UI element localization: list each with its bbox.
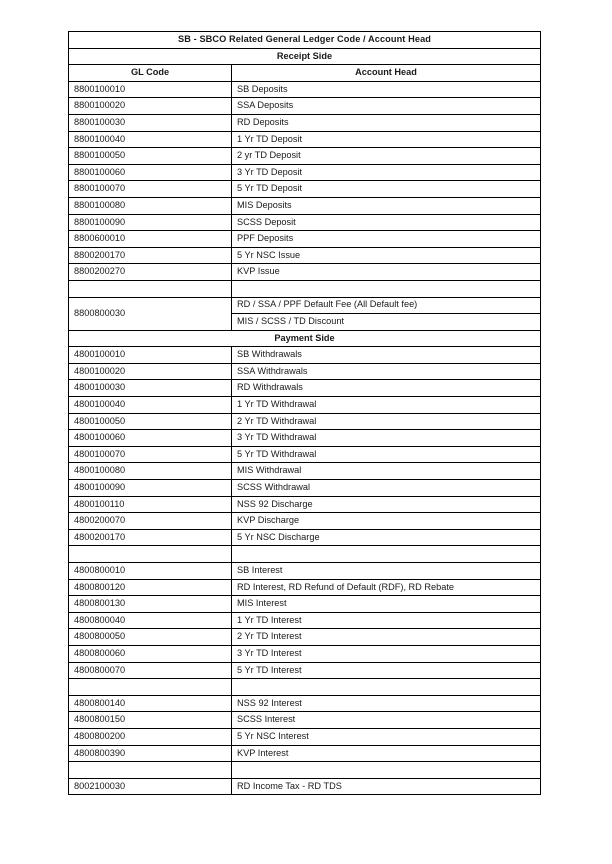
cell-account-head: MIS / SCSS / TD Discount [232, 314, 541, 331]
section-header-row [69, 330, 541, 347]
section-header-row [69, 48, 541, 65]
table-row [69, 728, 541, 745]
table-spacer-row [69, 679, 541, 696]
table-row [69, 563, 541, 580]
table-row [69, 529, 541, 546]
cell-account-head: NSS 92 Interest [232, 695, 541, 712]
cell-account-head: 3 Yr TD Interest [232, 645, 541, 662]
cell-gl-code: 8800600010 [69, 231, 232, 248]
document-title: SB - SBCO Related General Ledger Code / Account Head [69, 32, 541, 49]
table-row [69, 347, 541, 364]
cell-gl-code: 4800100060 [69, 430, 232, 447]
cell-gl-code: 4800800390 [69, 745, 232, 762]
cell-account-head: SSA Deposits [232, 98, 541, 115]
table-row [69, 114, 541, 131]
table-row [69, 81, 541, 98]
cell-account-head: 1 Yr TD Deposit [232, 131, 541, 148]
table-row [69, 778, 541, 795]
cell-gl-code: 4800800040 [69, 612, 232, 629]
table-row [69, 297, 541, 314]
cell-gl-code: 4800100070 [69, 446, 232, 463]
cell-account-head: PPF Deposits [232, 231, 541, 248]
table-row [69, 629, 541, 646]
spacer-cell [69, 280, 232, 297]
table-row [69, 413, 541, 430]
cell-account-head: 5 Yr NSC Interest [232, 728, 541, 745]
cell-account-head: 1 Yr TD Withdrawal [232, 397, 541, 414]
table-row [69, 131, 541, 148]
cell-account-head: MIS Withdrawal [232, 463, 541, 480]
cell-gl-code: 4800100080 [69, 463, 232, 480]
cell-gl-code: 4800100010 [69, 347, 232, 364]
table-row [69, 430, 541, 447]
cell-account-head: 5 Yr NSC Discharge [232, 529, 541, 546]
cell-account-head: MIS Deposits [232, 197, 541, 214]
table-row [69, 662, 541, 679]
cell-account-head: 5 Yr TD Interest [232, 662, 541, 679]
cell-gl-code: 8800100050 [69, 148, 232, 165]
table-row [69, 214, 541, 231]
cell-gl-code: 8002100030 [69, 778, 232, 795]
cell-account-head: RD Income Tax - RD TDS [232, 778, 541, 795]
cell-gl-code: 4800100110 [69, 496, 232, 513]
cell-gl-code: 4800800070 [69, 662, 232, 679]
cell-account-head: SB Withdrawals [232, 347, 541, 364]
cell-gl-code: 8800200170 [69, 247, 232, 264]
cell-gl-code: 8800100020 [69, 98, 232, 115]
cell-account-head: SCSS Withdrawal [232, 480, 541, 497]
cell-account-head: MIS Interest [232, 596, 541, 613]
table-row [69, 446, 541, 463]
cell-gl-code: 8800100070 [69, 181, 232, 198]
table-row [69, 264, 541, 281]
cell-gl-code: 4800100090 [69, 480, 232, 497]
ledger-table [68, 31, 541, 795]
spacer-cell [69, 679, 232, 696]
cell-account-head: KVP Discharge [232, 513, 541, 530]
cell-gl-code: 4800800140 [69, 695, 232, 712]
table-row [69, 496, 541, 513]
cell-account-head: KVP Issue [232, 264, 541, 281]
section-title: Payment Side [69, 330, 541, 347]
table-row [69, 397, 541, 414]
cell-account-head: 5 Yr NSC Issue [232, 247, 541, 264]
cell-account-head: SSA Withdrawals [232, 363, 541, 380]
cell-account-head: 2 Yr TD Withdrawal [232, 413, 541, 430]
cell-gl-code: 8800100080 [69, 197, 232, 214]
spacer-cell [232, 762, 541, 779]
cell-gl-code: 4800100030 [69, 380, 232, 397]
cell-gl-code: 4800800050 [69, 629, 232, 646]
table-row [69, 596, 541, 613]
table-row [69, 480, 541, 497]
cell-account-head: SCSS Interest [232, 712, 541, 729]
spacer-cell [232, 546, 541, 563]
table-row [69, 579, 541, 596]
cell-gl-code: 8800100090 [69, 214, 232, 231]
cell-account-head: SCSS Deposit [232, 214, 541, 231]
cell-account-head: NSS 92 Discharge [232, 496, 541, 513]
cell-account-head: RD Interest, RD Refund of Default (RDF), RD Rebate [232, 579, 541, 596]
spacer-cell [232, 679, 541, 696]
table-row [69, 745, 541, 762]
cell-gl-code: 4800800130 [69, 596, 232, 613]
cell-gl-code: 8800100060 [69, 164, 232, 181]
cell-gl-code: 4800100040 [69, 397, 232, 414]
section-title: Receipt Side [69, 48, 541, 65]
cell-gl-code: 4800800010 [69, 563, 232, 580]
cell-gl-code: 8800200270 [69, 264, 232, 281]
spacer-cell [69, 762, 232, 779]
spacer-cell [69, 546, 232, 563]
cell-gl-code: 4800100020 [69, 363, 232, 380]
table-spacer-row [69, 280, 541, 297]
cell-account-head: 3 Yr TD Deposit [232, 164, 541, 181]
table-row [69, 148, 541, 165]
cell-account-head: SB Interest [232, 563, 541, 580]
cell-gl-code: 4800800200 [69, 728, 232, 745]
column-header-row [69, 65, 541, 82]
cell-account-head: 5 Yr TD Withdrawal [232, 446, 541, 463]
table-row [69, 363, 541, 380]
cell-account-head: RD / SSA / PPF Default Fee (All Default fee) [232, 297, 541, 314]
table-row [69, 247, 541, 264]
table-spacer-row [69, 546, 541, 563]
table-row [69, 612, 541, 629]
cell-gl-code: 8800100030 [69, 114, 232, 131]
cell-account-head: SB Deposits [232, 81, 541, 98]
table-row [69, 181, 541, 198]
column-header-gl-code: GL Code [69, 65, 232, 82]
cell-account-head: 3 Yr TD Withdrawal [232, 430, 541, 447]
cell-account-head: RD Withdrawals [232, 380, 541, 397]
cell-account-head: 1 Yr TD Interest [232, 612, 541, 629]
cell-gl-code: 8800100010 [69, 81, 232, 98]
cell-gl-code: 4800100050 [69, 413, 232, 430]
cell-gl-code: 4800800150 [69, 712, 232, 729]
table-row [69, 695, 541, 712]
table-row [69, 231, 541, 248]
table-row [69, 197, 541, 214]
cell-gl-code: 4800800120 [69, 579, 232, 596]
cell-account-head: RD Deposits [232, 114, 541, 131]
cell-account-head: 2 Yr TD Interest [232, 629, 541, 646]
cell-gl-code: 4800800060 [69, 645, 232, 662]
title-row [69, 32, 541, 49]
cell-gl-code: 4800200070 [69, 513, 232, 530]
cell-account-head: 2 yr TD Deposit [232, 148, 541, 165]
ledger-table-container [68, 31, 540, 795]
cell-account-head: 5 Yr TD Deposit [232, 181, 541, 198]
table-row [69, 645, 541, 662]
cell-gl-code: 4800200170 [69, 529, 232, 546]
table-row [69, 380, 541, 397]
table-row [69, 164, 541, 181]
column-header-account-head: Account Head [232, 65, 541, 82]
cell-account-head: KVP Interest [232, 745, 541, 762]
cell-gl-code: 8800100040 [69, 131, 232, 148]
table-row [69, 513, 541, 530]
table-row [69, 463, 541, 480]
spacer-cell [232, 280, 541, 297]
table-row [69, 712, 541, 729]
table-row [69, 98, 541, 115]
table-spacer-row [69, 762, 541, 779]
ledger-table-body [69, 32, 541, 795]
cell-gl-code: 8800800030 [69, 297, 232, 330]
